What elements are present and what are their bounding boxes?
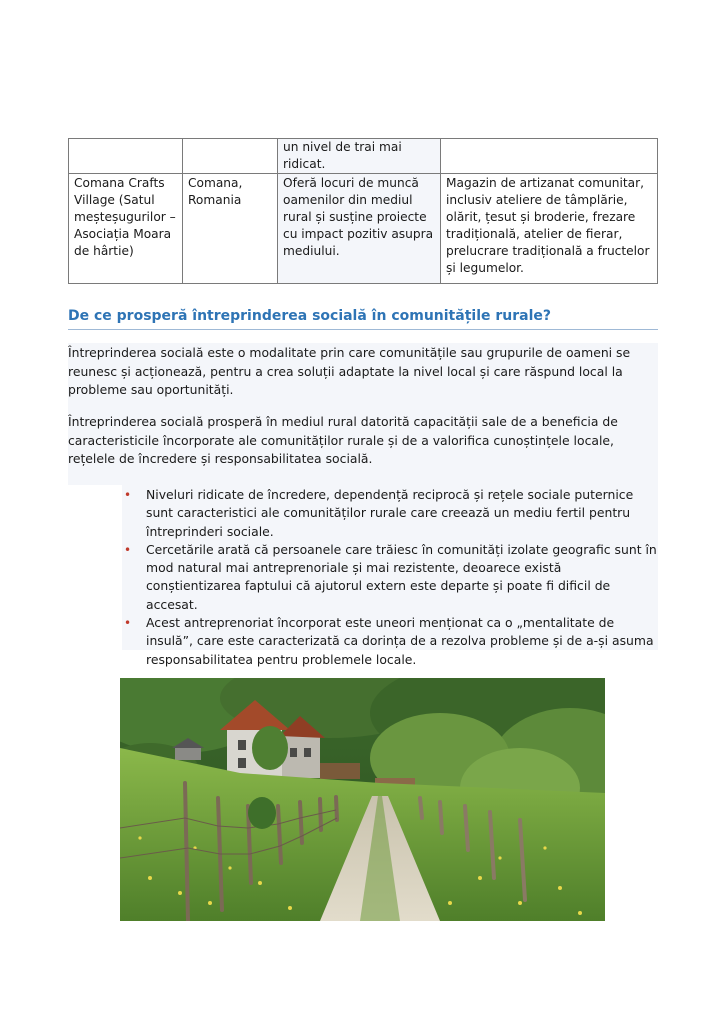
paragraph-rural-prosperity: Întreprinderea socială prosperă în mediul rural datorită capacității sale de a beneficia de caracteristicile încorporate ale comunităților rurale și de a valorifica cunoștințele locale, rețelele de încredere și responsabilitatea socială. [68,414,618,466]
table-row [69,174,658,284]
rural-landscape-photo [120,678,605,921]
bullet-icon: • [124,542,132,557]
list-item [122,541,658,614]
table-cell-impact: un nivel de trai mai ridicat. [278,139,441,174]
bullet-icon: • [124,488,132,502]
table-cell-name [69,139,183,174]
table-cell-location [183,139,278,174]
paragraph-definition: Întreprinderea socială este o modalitate prin care comunitățile sau grupurile de oameni se reunesc și acționează, pentru a crea soluții adaptate la nivel local și care răspund local la probleme sau oportunități. [68,345,631,397]
list-item-text: Cercetările arată că persoanele care trăiesc în comunități izolate geografic sunt în mod natural mai antreprenoriale și mai rezistente, deoarece există conștientizarea faptului că ajutorul extern este departe și poate fi dificil de accesat. [146,541,657,612]
table-cell-activities [441,139,658,174]
enterprise-table [68,138,658,284]
list-item [122,486,658,541]
list-item-text: Acest antreprenoriat încorporat este uneori menționat ca o „mentalitate de insulă”, care este caracterizată ca dorința de a rezolva probleme și de a-și asuma responsabilitatea pentru problemele locale. [146,615,654,667]
section-heading: De ce prosperă întreprinderea socială în comunitățile rurale? [68,308,551,324]
heading-underline [68,329,658,330]
bullet-icon: • [124,616,132,631]
table-cell-impact: Oferă locuri de muncă oamenilor din mediul rural și susține proiecte cu impact pozitiv asupra mediului. [278,174,441,284]
list-item-text: Niveluri ridicate de încredere, dependență reciprocă și rețele sociale puternice sunt caracteristici ale comunităților rurale care creează un mediu fertil pentru întreprinderi sociale. [146,487,634,539]
list-item [122,614,658,669]
bullet-list [122,486,658,669]
table-cell-activities: Magazin de artizanat comunitar, inclusiv ateliere de tâmplărie, olărit, țesut și broderie, frezare tradițională, atelier de fierar, prelucrare tradițională a fructelor și legumelor. [441,174,658,284]
table-cell-location: Comana, Romania [183,174,278,284]
table-row [69,139,658,174]
table-cell-name: Comana Crafts Village (Satul meșteșugurilor – Asociația Moara de hârtie) [69,174,183,284]
